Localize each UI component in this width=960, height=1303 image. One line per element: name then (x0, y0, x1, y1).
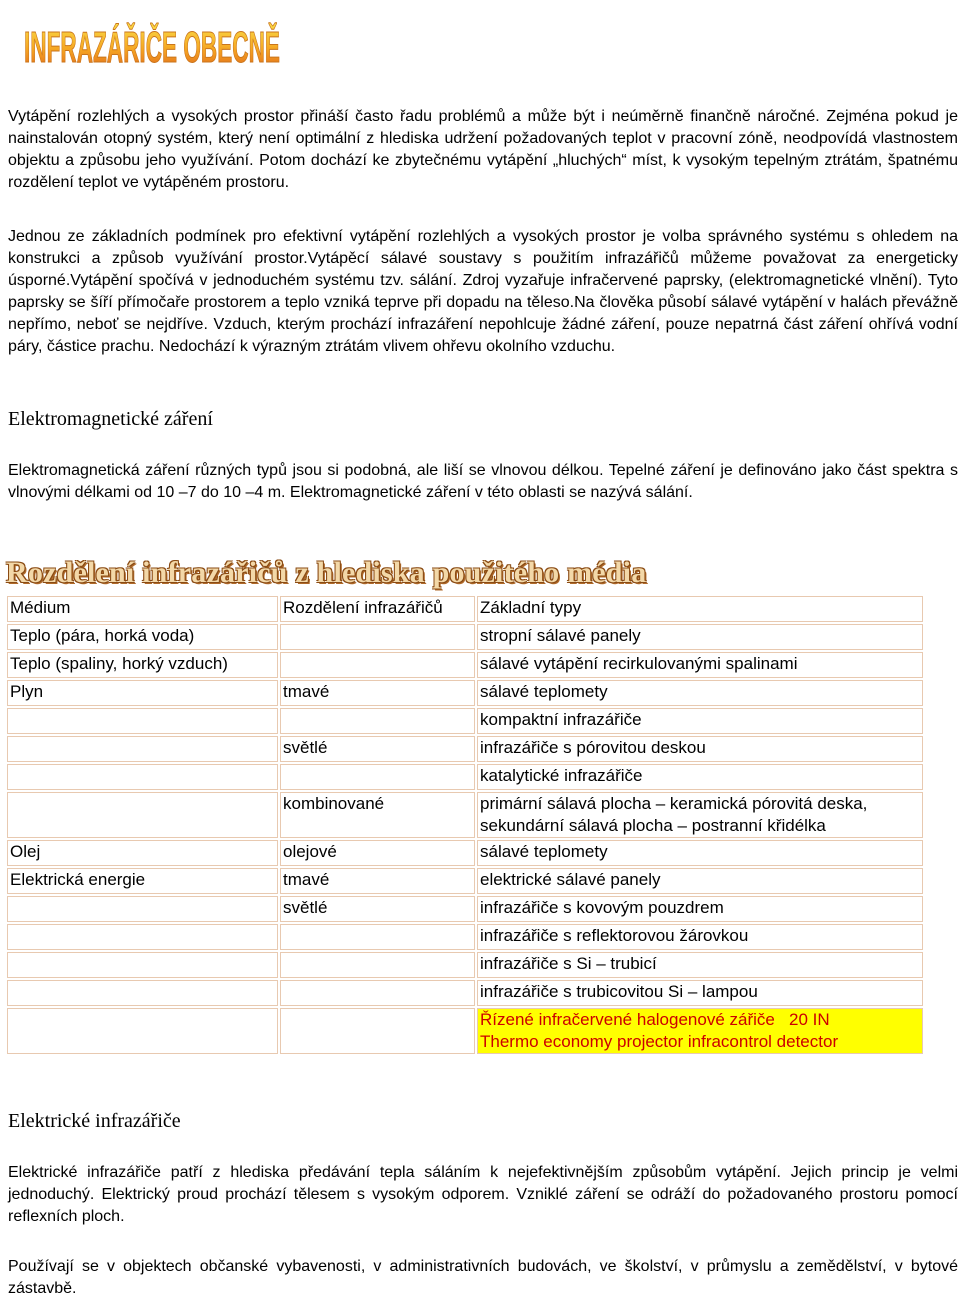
cell-typ: kompaktní infrazářiče (477, 708, 923, 734)
cell-medium (7, 792, 278, 838)
cell-rozdeleni (280, 924, 475, 950)
cell-medium (7, 764, 278, 790)
em-paragraph: Elektromagnetická záření různých typů jsou si podobná, ale liší se vlnovou délkou. Tepelné záření je definováno jako část spektra s vlnovými délkami od 10 –7 do 10 –4 m. Elektromagnetické záření v této oblasti se nazývá sálání. (8, 462, 958, 501)
heading-rozdeleni-infrazaricu: Rozdělení infrazářičů z hlediska použitého média (6, 556, 647, 589)
table-row (7, 980, 923, 1006)
cell-medium (7, 1008, 278, 1054)
cell-typ: infrazářiče s trubicovitou Si – lampou (477, 980, 923, 1006)
logo-text: INFRAZÁŘIČE OBECNĚ (24, 23, 523, 72)
cell-halogen-highlight (477, 1008, 923, 1054)
intro-paragraph-2: Jednou ze základních podmínek pro efektivní vytápění rozlehlých a vysokých prostor je volba správného systému s ohledem na konstrukci a způsob využívání prostor.Vytápěcí sálavé soustavy s použitím infrazářičů můžeme považovat za energeticky úsporné.Vytápění spočívá v jednoduchém systému tzv. sálání. Zdroj vyzařuje infračervené paprsky, (elektromagnetické vlnění). Tyto paprsky se šíří přímočaře prostorem a teplo vzniká teprve při dopadu na těleso.Na člověka působí sálavé vytápění v halách převážně nepřímo, neboť se nejdříve. Vzduch, kterým prochází infrazáření nepohlcuje žádné záření, pouze nepatrná část záření ohřívá vodní páry, částice prachu. Nedochází k výrazným ztrátám vlivem ohřevu okolního vzduchu. (8, 228, 958, 355)
cell-medium (7, 736, 278, 762)
cell-typ: katalytické infrazářiče (477, 764, 923, 790)
cell-typ: infrazářiče s kovovým pouzdrem (477, 896, 923, 922)
table-row (7, 792, 923, 838)
header-zakladni-typy: Základní typy (477, 596, 923, 622)
cell-typ: infrazářiče s reflektorovou žárovkou (477, 924, 923, 950)
cell-rozdeleni (280, 952, 475, 978)
header-rozdeleni: Rozdělení infrazářičů (280, 596, 475, 622)
heading-elektricke-infrazarice: Elektrické infrazářiče (8, 1110, 181, 1132)
intro-paragraph-1: Vytápění rozlehlých a vysokých prostor přináší často řadu problémů a může být i neúměrně finančně náročné. Zejména pokud je nainstalován otopný systém, který není optimální z hlediska udržení požadovaných teplot v pracovní zóně, neodpovídá vlastnostem objektu a způsobu jeho využívání. Potom dochází ke zbytečnému vytápění „hluchých“ míst, k vysokým tepelným ztrátám, špatnému rozdělení teplot ve vytápěném prostoru. (8, 108, 958, 191)
table-row (7, 708, 923, 734)
cell-typ: sálavé vytápění recirkulovanými spalinami (477, 652, 923, 678)
table-row (7, 952, 923, 978)
table-row-highlight (7, 1008, 923, 1054)
media-table (5, 594, 925, 1056)
cell-medium: Plyn (7, 680, 278, 706)
cell-medium: Teplo (pára, horká voda) (7, 624, 278, 650)
cell-rozdeleni (280, 708, 475, 734)
cell-medium (7, 980, 278, 1006)
highlight-line-1: Řízené infračervené halogenové zářiče 20 IN (480, 1010, 830, 1029)
cell-rozdeleni (280, 624, 475, 650)
cell-medium (7, 952, 278, 978)
table-row (7, 924, 923, 950)
cell-rozdeleni (280, 1008, 475, 1054)
table-row (7, 764, 923, 790)
table-header-row (7, 596, 923, 622)
cell-rozdeleni: tmavé (280, 680, 475, 706)
cell-typ: elektrické sálavé panely (477, 868, 923, 894)
el-paragraph-2: Používají se v objektech občanské vybavenosti, v administrativních budovách, ve školství, v průmyslu a zemědělství, v bytové zástavbě. (8, 1258, 958, 1297)
cell-medium: Olej (7, 840, 278, 866)
cell-medium (7, 896, 278, 922)
table-row (7, 840, 923, 866)
logo-infrazarice-obecne (22, 6, 523, 78)
cell-rozdeleni: kombinované (280, 792, 475, 838)
cell-medium: Teplo (spaliny, horký vzduch) (7, 652, 278, 678)
cell-typ: sálavé teplomety (477, 840, 923, 866)
cell-rozdeleni: tmavé (280, 868, 475, 894)
cell-typ: infrazářiče s Si – trubicí (477, 952, 923, 978)
highlight-line-2: Thermo economy projector infracontrol detector (480, 1032, 839, 1051)
cell-rozdeleni (280, 652, 475, 678)
cell-typ: infrazářiče s pórovitou deskou (477, 736, 923, 762)
cell-rozdeleni (280, 980, 475, 1006)
cell-rozdeleni: světlé (280, 736, 475, 762)
table-row (7, 680, 923, 706)
heading-elektromagneticke-zareni: Elektromagnetické záření (8, 408, 213, 430)
cell-medium (7, 924, 278, 950)
cell-typ: sálavé teplomety (477, 680, 923, 706)
table-row (7, 736, 923, 762)
cell-medium (7, 708, 278, 734)
table-row (7, 868, 923, 894)
el-paragraph-1: Elektrické infrazářiče patří z hlediska předávání tepla sáláním k nejefektivnějším způsobům vytápění. Jejich princip je velmi jednoduchý. Elektrický proud prochází tělesem s vysokým odporem. Vzniklé záření se odráží do požadovaného prostoru pomocí reflexních ploch. (8, 1164, 958, 1225)
table-row (7, 624, 923, 650)
table-row (7, 652, 923, 678)
table-row (7, 896, 923, 922)
cell-typ: primární sálavá plocha – keramická pórovitá deska, sekundární sálavá plocha – postranní křidélka (477, 792, 923, 838)
cell-rozdeleni: světlé (280, 896, 475, 922)
cell-rozdeleni (280, 764, 475, 790)
cell-rozdeleni: olejové (280, 840, 475, 866)
header-medium: Médium (7, 596, 278, 622)
cell-typ: stropní sálavé panely (477, 624, 923, 650)
cell-medium: Elektrická energie (7, 868, 278, 894)
